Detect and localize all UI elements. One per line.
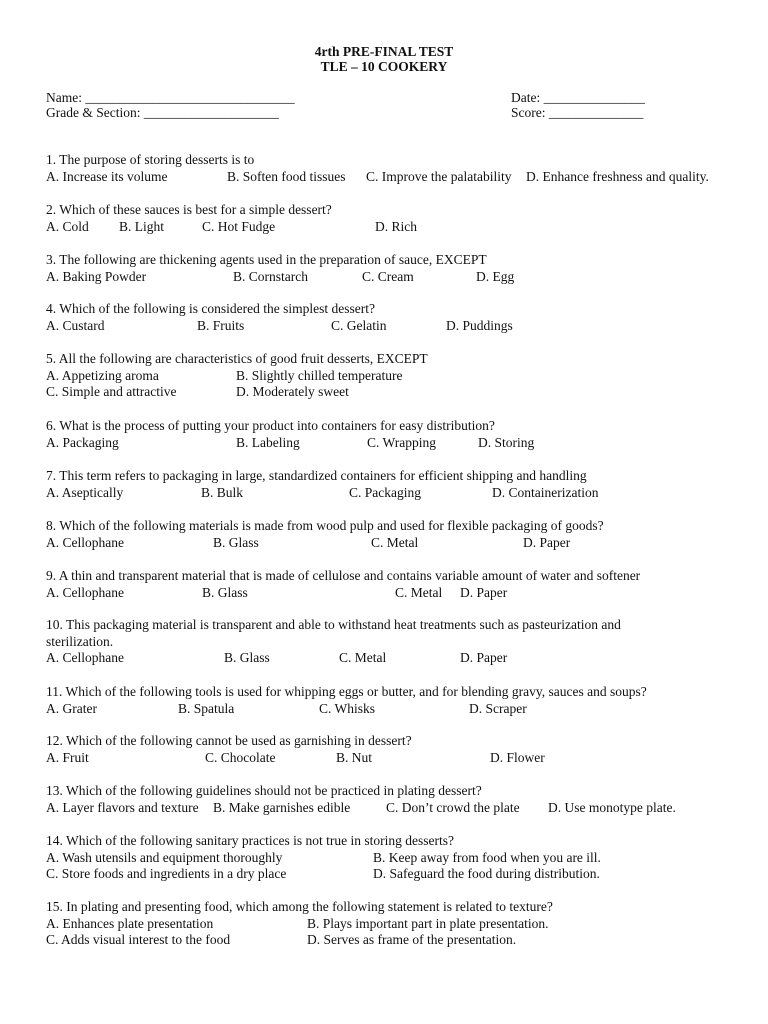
question-7-option: C. Packaging [349, 484, 421, 500]
question-1-option: A. Increase its volume [46, 168, 168, 184]
question-14-option: D. Safeguard the food during distribution. [373, 866, 600, 881]
name-field: Name: _______________________________ [46, 90, 295, 105]
question-9-text: 9. A thin and transparent material that is made of cellulose and contains variable amount of water and softener [46, 568, 641, 583]
question-9-option: B. Glass [202, 584, 248, 600]
question-2-option: B. Light [119, 218, 165, 234]
question-1-text: 1. The purpose of storing desserts is to [46, 152, 255, 167]
question-11-option: B. Spatula [178, 700, 235, 716]
question-13-option: A. Layer flavors and texture [46, 799, 199, 815]
question-14-text: 14. Which of the following sanitary practices is not true in storing desserts? [46, 833, 455, 848]
question-13-option: D. Use monotype plate. [548, 799, 676, 815]
question-11-text: 11. Which of the following tools is used for whipping eggs or butter, and for blending gravy, sauces and soups? [46, 684, 647, 699]
question-11-option: D. Scraper [469, 700, 527, 716]
question-10-option: B. Glass [224, 650, 270, 665]
question-5-option: D. Moderately sweet [236, 384, 349, 399]
question-7-option: D. Containerization [492, 484, 599, 500]
question-4-option: C. Gelatin [331, 317, 387, 333]
question-10-option: A. Cellophane [46, 650, 124, 665]
question-12-text: 12. Which of the following cannot be used as garnishing in dessert? [46, 733, 412, 748]
question-15-text: 15. In plating and presenting food, which among the following statement is related to texture? [46, 899, 553, 914]
question-5-text: 5. All the following are characteristics of good fruit desserts, EXCEPT [46, 351, 428, 366]
question-13-text: 13. Which of the following guidelines should not be practiced in plating dessert? [46, 783, 482, 798]
score-field: Score: ______________ [511, 105, 644, 120]
question-11-option: A. Grater [46, 700, 97, 716]
question-8-option: B. Glass [213, 534, 259, 550]
question-9-option: D. Paper [460, 584, 508, 600]
question-12-option: C. Chocolate [205, 749, 276, 765]
question-12-option: B. Nut [336, 749, 373, 765]
question-5-option: A. Appetizing aroma [46, 367, 159, 383]
question-3-text: 3. The following are thickening agents used in the preparation of sauce, EXCEPT [46, 252, 487, 267]
question-10-text: 10. This packaging material is transparent and able to withstand heat treatments such as pasteurization and [46, 617, 621, 632]
question-15-option: A. Enhances plate presentation [46, 915, 214, 931]
question-10-option: D. Paper [460, 650, 508, 665]
question-6-option: B. Labeling [236, 434, 300, 450]
question-4-option: D. Puddings [446, 317, 513, 333]
question-15-option: D. Serves as frame of the presentation. [307, 932, 517, 947]
question-3-option: A. Baking Powder [46, 268, 147, 284]
question-3-option: C. Cream [362, 268, 414, 284]
question-14-option: C. Store foods and ingredients in a dry place [46, 866, 287, 881]
question-9-option: A. Cellophane [46, 584, 124, 600]
question-11-option: C. Whisks [319, 700, 376, 716]
test-title: 4rth PRE-FINAL TEST [314, 44, 454, 59]
question-5-option: B. Slightly chilled temperature [236, 367, 403, 383]
question-7-text: 7. This term refers to packaging in large, standardized containers for efficient shipping and handling [46, 468, 587, 483]
question-4-option: B. Fruits [197, 317, 245, 333]
question-7-option: B. Bulk [201, 484, 244, 500]
question-4-text: 4. Which of the following is considered the simplest dessert? [46, 301, 375, 316]
question-1-option: C. Improve the palatability [366, 168, 512, 184]
question-2-option: A. Cold [46, 218, 89, 234]
question-8-option: A. Cellophane [46, 534, 124, 550]
question-3-option: D. Egg [476, 268, 515, 284]
question-8-option: C. Metal [371, 534, 419, 550]
question-3-option: B. Cornstarch [233, 268, 308, 284]
question-13-option: B. Make garnishes edible [213, 799, 351, 815]
question-14-option: A. Wash utensils and equipment thoroughly [46, 849, 283, 865]
question-2-text: 2. Which of these sauces is best for a simple dessert? [46, 202, 332, 217]
question-2-option: C. Hot Fudge [202, 218, 276, 234]
question-6-option: D. Storing [478, 434, 535, 450]
question-15-option: C. Adds visual interest to the food [46, 932, 231, 947]
date-field: Date: _______________ [511, 90, 645, 105]
question-12-option: A. Fruit [46, 749, 89, 765]
grade-section-field: Grade & Section: ____________________ [46, 105, 279, 120]
question-1-option: D. Enhance freshness and quality. [526, 168, 709, 184]
question-5-option: C. Simple and attractive [46, 384, 177, 399]
question-12-option: D. Flower [490, 749, 545, 765]
question-1-option: B. Soften food tissues [227, 168, 346, 184]
question-6-option: C. Wrapping [367, 434, 436, 450]
question-2-option: D. Rich [375, 218, 417, 234]
question-7-option: A. Aseptically [46, 484, 124, 500]
test-subtitle: TLE – 10 COOKERY [320, 59, 448, 74]
question-13-option: C. Don’t crowd the plate [386, 799, 520, 815]
question-6-text: 6. What is the process of putting your product into containers for easy distribution? [46, 418, 495, 433]
question-15-option: B. Plays important part in plate presentation. [307, 915, 549, 931]
question-10-option: C. Metal [339, 650, 387, 665]
question-8-option: D. Paper [523, 534, 571, 550]
question-14-option: B. Keep away from food when you are ill. [373, 849, 601, 865]
question-10-text-cont: sterilization. [46, 633, 114, 649]
question-4-option: A. Custard [46, 317, 105, 333]
question-6-option: A. Packaging [46, 434, 119, 450]
question-9-option: C. Metal [395, 584, 443, 600]
question-8-text: 8. Which of the following materials is made from wood pulp and used for flexible packaging of goods? [46, 518, 604, 533]
